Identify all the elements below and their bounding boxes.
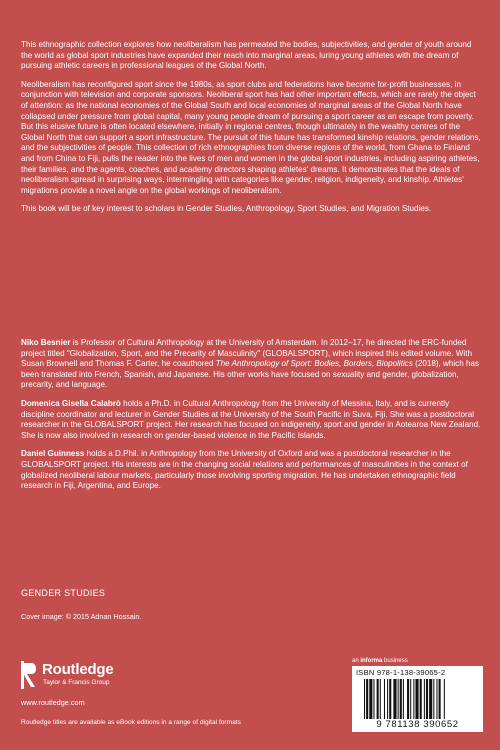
informa-business-note: an informa business: [352, 658, 408, 664]
publisher-website[interactable]: www.routledge.com: [21, 698, 85, 707]
barcode-bar: [429, 679, 432, 719]
barcode-bar: [403, 679, 404, 719]
barcode-bar: [433, 679, 434, 719]
barcode-bar: [424, 679, 425, 719]
publisher-name: Routledge: [42, 661, 114, 678]
barcode-bar: [400, 679, 402, 719]
description-paragraph: This book will be of key interest to scholars in Gender Studies, Anthropology, Sport Studies, and Migration Studies.: [21, 204, 432, 214]
publisher-tagline: Taylor & Francis Group: [43, 679, 110, 686]
bio-book-title: The Anthropology of Sport: Bodies, Borders, Biopolitics: [215, 359, 413, 369]
bio-text: holds a D.Phil. in Anthropology from the University of Oxford and was a postdoctoral researcher in the GLOBALSPORT project. His interests are in the changing social relations and performances of masculinities in the context of globalized neoliberal labour markets, particularly those involving sporting migration. He has undertaken ethnographic field research in Fiji, Argentina, and Europe.: [21, 449, 468, 491]
barcode-bar: [439, 679, 441, 719]
bio-besnier: [21, 338, 481, 391]
description-paragraph: This ethnographic collection explores how neoliberalism has permeated the bodies, subjectivities, and gender of youth around the world as global sport industries have expanded their reach into marginal areas, luring young athletes with the dream of pursuing athletic careers in professional leagues of the Global North.: [21, 40, 472, 71]
description-paragraph: Neoliberalism has reconfigured sport since the 1980s, as sport clubs and federations have become for-profit businesses, in conjunction with television and corporate sponsors. Neoliberal sport has had other important effects, which are rarely the object of attention: as the national economies of the Global South and local economies of marginal areas of the Global North have collapsed under pressure from global capital, many young people dream of pursuing a sport career as an escape from poverty. But this elusive future is often located elsewhere, initially in regional centres, though ultimately in the wealthy centres of the Global North that can support a sport infrastructure. The pursuit of this future has transformed kinship relations, gender relations, and the subjectivities of people. This collection of rich ethnographies from diverse regions of the world, from Ghana to Finland and from China to Fiji, pulls the reader into the lives of men and women in the global sport industries, including aspiring athletes, their families, and the agents, coaches, and academy directors shaping athletes' dreams. It demonstrates that the ideals of neoliberalism spread in surprising ways, intermingling with categories like gender, religion, indigeneity, and kinship. Athletes' migrations provide a novel angle on the global workings of neoliberalism.: [21, 79, 481, 195]
bio-name: Daniel Guinness: [21, 449, 85, 459]
bio-text: holds a Ph.D. in Cultural Anthropology from the University of Messina, Italy, and is currently discipline coordinator and lecturer in Gender Studies at the University of the South Pacific in Suva, Fiji. She was a postdoctoral researcher in the GLOBALSPORT project. Her research has focused on indigeneity, sport and gender in Aotearoa New Zealand. She is now also involved in research on gender-based violence in the Pacific Islands.: [21, 398, 481, 440]
barcode-bar: [366, 679, 368, 719]
barcode-bars: [364, 679, 476, 719]
bio-text: (2018), which has been translated into French, Spanish, and Japanese. His other works have focused on sexuality and gender, globalization, precarity, and language.: [21, 359, 480, 390]
barcode-bar: [436, 679, 437, 719]
ebook-note: Routledge titles are available as eBook editions in a range of digital formats: [21, 719, 241, 726]
bio-calabro: [21, 399, 481, 441]
routledge-logo-icon: [21, 661, 37, 689]
bio-text: is Professor of Cultural Anthropology at the University of Amsterdam. In 2012–17, he directed the ERC-funded project titled "Globalization, Sport, and the Precarity of Masculinity" (GLOBALSPORT), which inspired this edited volume. With Susan Brownell and Thomas F. Carter, he coauthored: [21, 338, 472, 369]
barcode-bar: [377, 679, 379, 719]
barcode-bar: [407, 679, 409, 719]
cover-credit: Cover image: © 2015 Adnan Hossain.: [21, 612, 142, 621]
barcode-bar: [380, 679, 381, 719]
barcode-bar: [384, 679, 385, 719]
isbn-barcode: [352, 666, 483, 732]
barcode-bar: [373, 679, 374, 719]
barcode-bar: [413, 679, 414, 719]
barcode-bar: [364, 679, 365, 719]
barcode-bar: [426, 679, 428, 719]
barcode-bar: [369, 679, 372, 719]
barcode-bar: [410, 679, 411, 719]
publisher-logo: [21, 661, 181, 701]
barcode-bar: [444, 679, 445, 719]
barcode-bar: [387, 679, 388, 719]
isbn-label: ISBN 978-1-138-39065-2: [356, 668, 446, 677]
informa-brand: informa: [360, 658, 383, 664]
barcode-bar: [393, 679, 396, 719]
bio-name: Domenica Gisella Calabrò: [21, 398, 121, 408]
barcode-bar: [415, 679, 418, 719]
book-description: [21, 40, 481, 215]
barcode-bar: [420, 679, 422, 719]
barcode-digits: 9 781138 390652: [376, 719, 459, 730]
bio-name: Niko Besnier: [21, 338, 71, 347]
barcode-bar: [389, 679, 391, 719]
editor-bios: [21, 338, 481, 492]
barcode-bar: [398, 679, 399, 719]
subject-category: GENDER STUDIES: [21, 588, 106, 598]
bio-guinness: [21, 449, 481, 491]
